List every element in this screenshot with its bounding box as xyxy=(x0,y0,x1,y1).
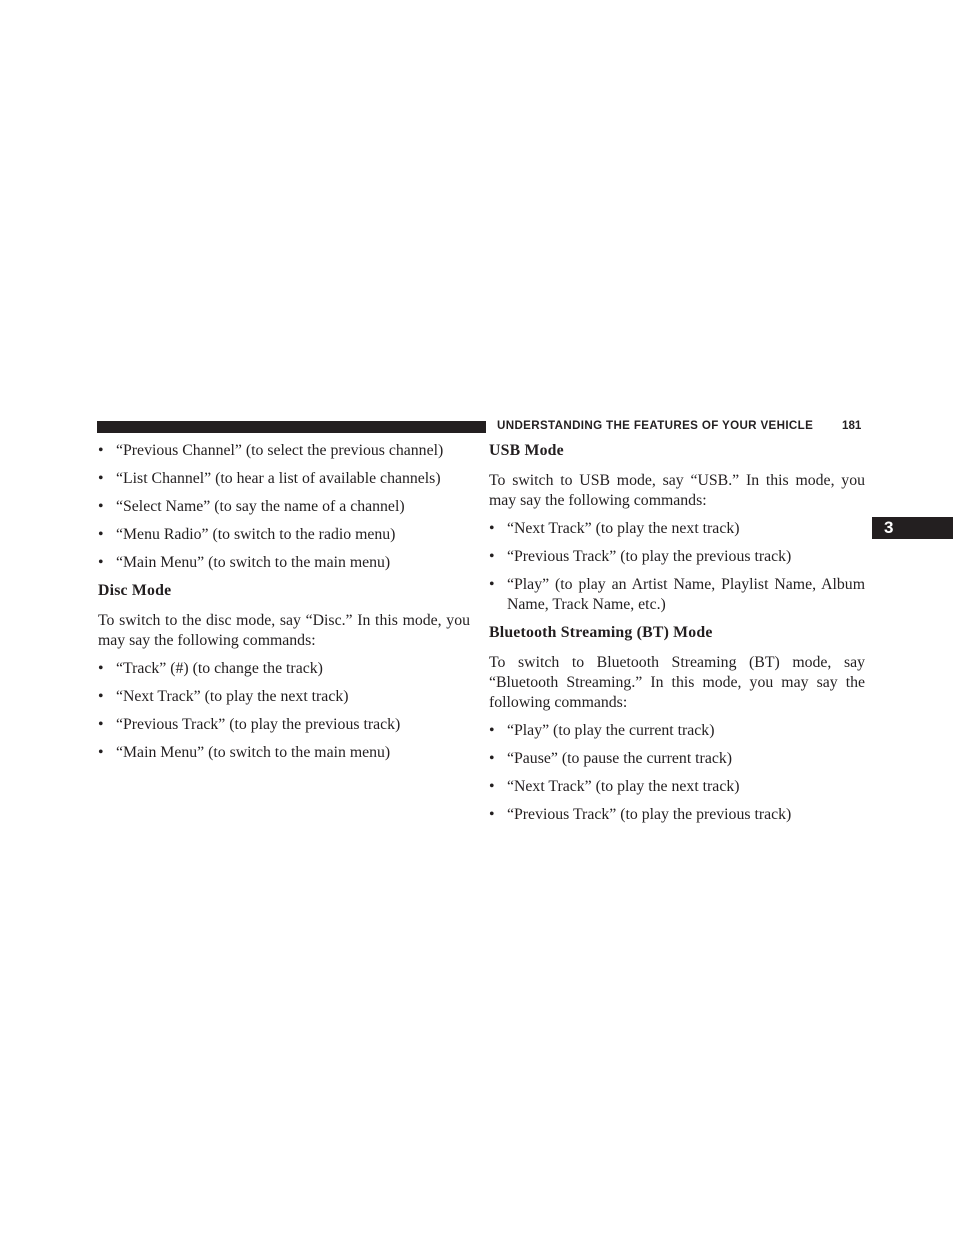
header-rule xyxy=(97,421,486,433)
list-item: • “Next Track” (to play the next track) xyxy=(489,778,740,795)
bullet-icon: • xyxy=(98,744,104,761)
bullet-icon: • xyxy=(98,498,104,515)
usb-mode-heading: USB Mode xyxy=(489,442,564,459)
right-column xyxy=(489,441,865,833)
list-item: • “Main Menu” (to switch to the main menu) xyxy=(98,744,391,761)
list-item: • “Previous Track” (to play the previous track) xyxy=(489,806,792,823)
bullet-icon: • xyxy=(98,526,104,543)
bullet-icon: • xyxy=(98,716,104,733)
bullet-icon: • xyxy=(98,442,104,459)
list-item: • “Next Track” (to play the next track) xyxy=(98,688,349,705)
left-column xyxy=(98,441,470,771)
list-item: • “Pause” (to pause the current track) xyxy=(489,750,732,767)
list-item: • “Previous Track” (to play the previous track) xyxy=(98,716,401,733)
bullet-icon: • xyxy=(98,688,104,705)
list-item: • “Next Track” (to play the next track) xyxy=(489,520,740,537)
chapter-tab: 3 xyxy=(872,517,953,539)
bt-mode-heading: Bluetooth Streaming (BT) Mode xyxy=(489,624,713,641)
list-item: • “Track” (#) (to change the track) xyxy=(98,660,323,677)
bullet-icon: • xyxy=(98,554,104,571)
bullet-icon: • xyxy=(489,778,495,795)
list-item: • “Play” (to play the current track) xyxy=(489,722,715,739)
bullet-icon: • xyxy=(489,806,495,823)
bullet-icon: • xyxy=(98,660,104,677)
running-header-title: UNDERSTANDING THE FEATURES OF YOUR VEHICLE xyxy=(497,419,814,432)
list-item: • “Menu Radio” (to switch to the radio menu) xyxy=(98,526,396,543)
list-item: • “Play” (to play an Artist Name, Playlist Name, Album Name, Track Name, etc.) xyxy=(489,576,865,613)
bullet-icon: • xyxy=(98,470,104,487)
list-item: • “Previous Channel” (to select the previous channel) xyxy=(98,442,444,459)
disc-mode-heading: Disc Mode xyxy=(98,582,172,599)
disc-mode-intro: To switch to the disc mode, say “Disc.” In this mode, you may say the following commands: xyxy=(98,612,470,649)
list-item: • “List Channel” (to hear a list of available channels) xyxy=(98,470,441,487)
bullet-icon: • xyxy=(489,548,495,565)
bt-mode-intro: To switch to Bluetooth Streaming (BT) mode, say “Bluetooth Streaming.” In this mode, you may say the following commands: xyxy=(489,654,865,711)
bullet-icon: • xyxy=(489,576,495,593)
list-item: • “Previous Track” (to play the previous track) xyxy=(489,548,792,565)
page-number: 181 xyxy=(842,419,862,432)
bullet-icon: • xyxy=(489,520,495,537)
bullet-icon: • xyxy=(489,722,495,739)
list-item: • “Select Name” (to say the name of a channel) xyxy=(98,498,405,515)
bullet-icon: • xyxy=(489,750,495,767)
usb-mode-intro: To switch to USB mode, say “USB.” In this mode, you may say the following commands: xyxy=(489,472,865,509)
list-item: • “Main Menu” (to switch to the main menu) xyxy=(98,554,391,571)
